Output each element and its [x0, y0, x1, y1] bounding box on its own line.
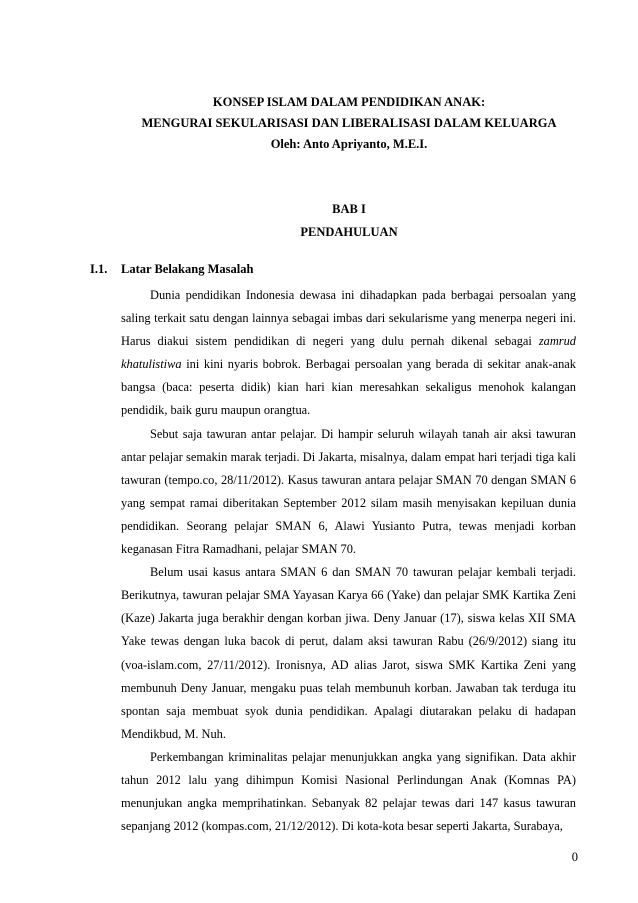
page-number: 0 [571, 850, 578, 864]
paragraph-1-part-1: Dunia pendidikan Indonesia dewasa ini dihadapkan pada berbagai persoalan yang saling terkait satu dengan lainnya sebagai imbas dari sekularisme yang menerpa negeri ini. Harus diakui sistem pendidikan di negeri yang dulu pernah dikenal sebagai [121, 288, 576, 349]
author-line: Oleh: Anto Apriyanto, M.E.I. [270, 137, 428, 151]
paragraph-1 [121, 284, 576, 423]
paragraph-2: Sebut saja tawuran antar pelajar. Di hampir seluruh wilayah tanah air aksi tawuran antar pelajar semakin marak terjadi. Di Jakarta, misalnya, dalam empat hari terjadi tiga kali tawuran (tempo.co, 28/11/2012). Kasus tawuran antara pelajar SMAN 70 dengan SMAN 6 yang sempat ramai diberitakan September 2012 silam masih menyisakan kepiluan dunia pendidikan. Seorang pelajar SMAN 6, Alawi Yusianto Putra, tewas menjadi korban keganasan Fitra Ramadhani, pelajar SMAN 70. [121, 426, 576, 557]
paragraph-3: Belum usai kasus antara SMAN 6 dan SMAN 70 tawuran pelajar kembali terjadi. Berikutnya, tawuran pelajar SMA Yayasan Karya 66 (Yake) dan pelajar SMK Kartika Zeni (Kaze) Jakarta juga berakhir dengan korban jiwa. Deny Januar (17), siswa kelas XII SMA Yake tewas dengan luka bacok di perut, dalam aksi tawuran Rabu (26/9/2012) siang itu (voa-islam.com, 27/11/2012). Ironisnya, AD alias Jarot, siswa SMK Kartika Zeni yang membunuh Deny Januar, mengaku puas telah membunuh korban. Jawaban tak terduga itu spontan saja membuat syok dunia pendidikan. Apalagi diutarakan pelaku di hadapan Mendikbud, M. Nuh. [121, 565, 576, 741]
document-title-line-1: KONSEP ISLAM DALAM PENDIDIKAN ANAK: [212, 95, 486, 109]
chapter-title: PENDAHULUAN [300, 225, 398, 239]
document-title-line-2: MENGURAI SEKULARISASI DAN LIBERALISASI DALAM KELUARGA [141, 116, 557, 130]
section-title: Latar Belakang Masalah [121, 262, 254, 276]
section-number: I.1. [90, 262, 108, 276]
paragraph-4: Perkembangan kriminalitas pelajar menunjukkan angka yang signifikan. Data akhir tahun 2012 lalu yang dihimpun Komisi Nasional Perlindungan Anak (Komnas PA) menunjukan angka memprihatinkan. Sebanyak 82 pelajar tewas dari 147 kasus tawuran sepanjang 2012 (kompas.com, 21/12/2012). Di kota-kota besar seperti Jakarta, Surabaya, [121, 749, 576, 834]
body-text [121, 284, 576, 838]
chapter-label: BAB I [332, 202, 366, 216]
paragraph-1-italic: zamrud khatulistiwa [121, 334, 576, 372]
paragraph-1-part-2: ini kini nyaris bobrok. Berbagai persoalan yang berada di sekitar anak-anak bangsa (baca: peserta didik) kian hari kian meresahkan sekaligus menohok kalangan pendidik, baik guru maupun orangtua. [121, 357, 576, 418]
